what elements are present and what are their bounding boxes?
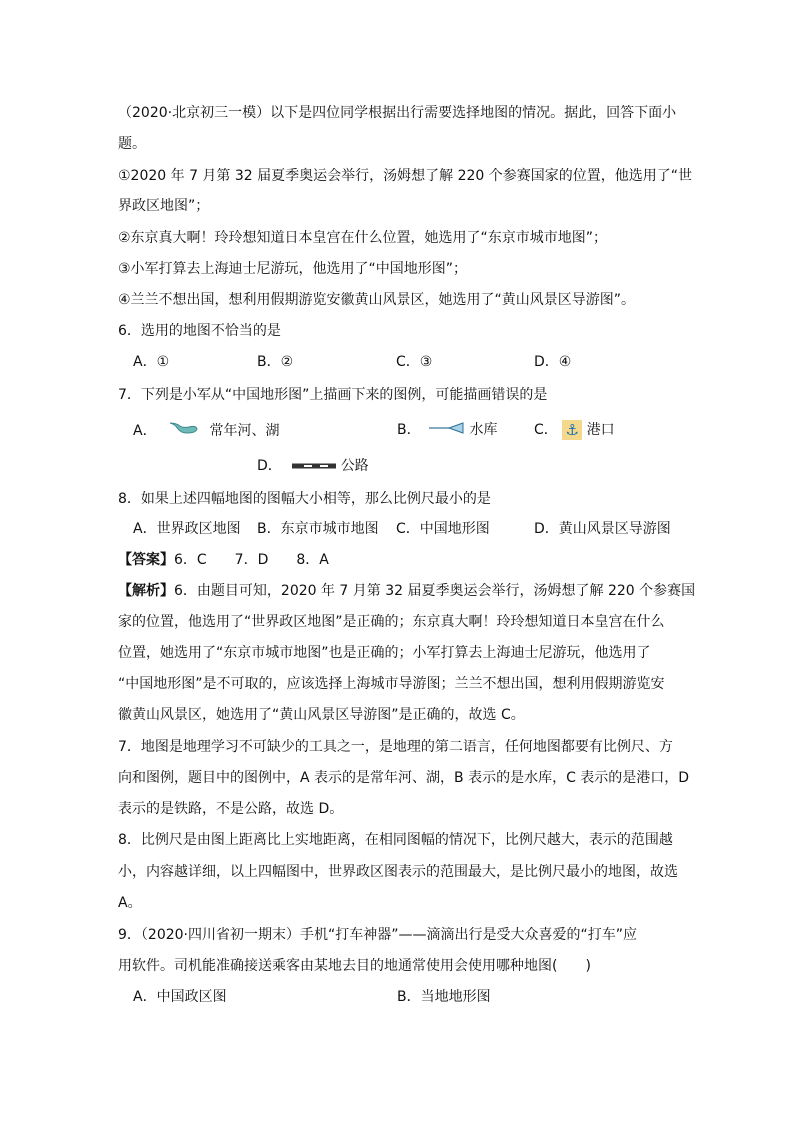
q8-option-b: B．东京市城市地图	[257, 521, 379, 537]
intro-item-3: ③小军打算去上海迪士尼游玩，他选用了“中国地形图”；	[118, 261, 468, 277]
analysis-p7-3: 表示的是铁路，不是公路，故选 D。	[118, 801, 344, 817]
analysis-p6-1: 6．由题目可知，2020 年 7 月第 32 届夏季奥运会举行，汤姆想了解 220 个参赛国	[174, 583, 696, 599]
q7-option-a-prefix: A．	[133, 423, 157, 439]
analysis-p7-2: 向和图例，题目中的图例中，A 表示的是常年河、湖，B 表示的是水库，C 表示的是港口，D	[118, 770, 690, 786]
q7-option-a-label: 常年河、湖	[209, 423, 280, 439]
q7-option-c	[534, 420, 615, 440]
q7-option-d-prefix: D．	[257, 458, 282, 474]
q7-option-b	[397, 420, 498, 440]
intro-item-4: ④兰兰不想出国，想利用假期游览安徽黄山风景区，她选用了“黄山风景区导游图”。	[118, 292, 636, 308]
intro-item-1b: 界政区地图”；	[118, 198, 210, 214]
answer-tag: 【答案】	[118, 552, 174, 568]
reservoir-legend-icon	[429, 420, 465, 440]
anchor-icon: ⚓	[562, 420, 582, 440]
answer-line	[118, 550, 329, 570]
q9-option-b: B．当地地形图	[397, 989, 491, 1005]
q7-option-b-label: 水库	[469, 422, 498, 438]
analysis-p8-2: 小，内容越详细，以上四幅图中，世界政区图表示的范围最大，是比例尺最小的地图，故选	[118, 864, 678, 880]
analysis-p6-5: 徽黄山风景区，她选用了“黄山风景区导游图”是正确的，故选 C。	[118, 707, 525, 723]
q7-option-d	[257, 456, 369, 476]
q7-option-c-label: 港口	[586, 422, 615, 438]
analysis-p6-3: 位置，她选用了“东京市城市地图”也是正确的；小军打算去上海迪士尼游玩，他选用了	[118, 645, 651, 661]
analysis-p7-1: 7．地图是地理学习不可缺少的工具之一，是地理的第二语言，任何地图都要有比例尺、方	[118, 739, 673, 755]
analysis-p6-2: 家的位置，他选用了“世界政区地图”是正确的；东京真大啊！玲玲想知道日本皇宫在什么	[118, 614, 665, 630]
q9-stem-1: 9．（2020·四川省初一期末）手机“打车神器”——滴滴出行是受大众喜爱的“打车”应	[118, 927, 637, 943]
q7-option-a	[133, 420, 279, 442]
answer-text: 6．C 7．D 8．A	[174, 552, 329, 568]
intro-item-1a: ①2020 年 7 月第 32 届夏季奥运会举行，汤姆想了解 220 个参赛国家的位置，他选用了“世	[118, 168, 693, 184]
analysis-p8-1: 8．比例尺是由图上距离比上实地距离，在相同图幅的情况下，比例尺越大，表示的范围越	[118, 832, 673, 848]
q8-option-a: A．世界政区地图	[133, 521, 241, 537]
analysis-p8-3: A。	[118, 895, 142, 911]
intro-line-1: （2020·北京初三一模）以下是四位同学根据出行需要选择地图的情况。据此，回答下面小	[118, 105, 677, 121]
q6-option-a: A．①	[133, 354, 170, 370]
q8-option-d: D．黄山风景区导游图	[534, 521, 671, 537]
q9-stem-2: 用软件。司机能准确接送乘客由某地去目的地通常使用会使用哪种地图( )	[118, 958, 591, 974]
q6-option-d: D．④	[534, 354, 572, 370]
intro-line-2: 题。	[118, 136, 146, 152]
q6-option-b: B．②	[257, 354, 294, 370]
lake-river-legend-icon	[169, 420, 199, 442]
q8-option-c: C．中国地形图	[396, 521, 490, 537]
q6-option-c: C．③	[396, 354, 433, 370]
analysis-line-1	[118, 581, 695, 601]
analysis-p6-4: “中国地形图”是不可取的，应该选择上海城市导游图；兰兰不想出国，想利用假期游览安	[118, 676, 665, 692]
q7-stem: 7．下列是小军从“中国地形图”上描画下来的图例，可能描画错误的是	[118, 387, 548, 403]
q8-stem: 8．如果上述四幅地图的图幅大小相等，那么比例尺最小的是	[118, 491, 491, 507]
road-legend-icon	[292, 456, 336, 476]
q6-stem: 6．选用的地图不恰当的是	[118, 323, 281, 339]
q7-option-b-prefix: B．	[397, 422, 421, 438]
q7-option-d-label: 公路	[340, 458, 369, 474]
q9-option-a: A．中国政区图	[133, 989, 227, 1005]
intro-item-2: ②东京真大啊！玲玲想知道日本皇宫在什么位置，她选用了“东京市城市地图”；	[118, 230, 608, 246]
q7-option-c-prefix: C．	[534, 422, 558, 438]
analysis-tag: 【解析】	[118, 583, 174, 599]
